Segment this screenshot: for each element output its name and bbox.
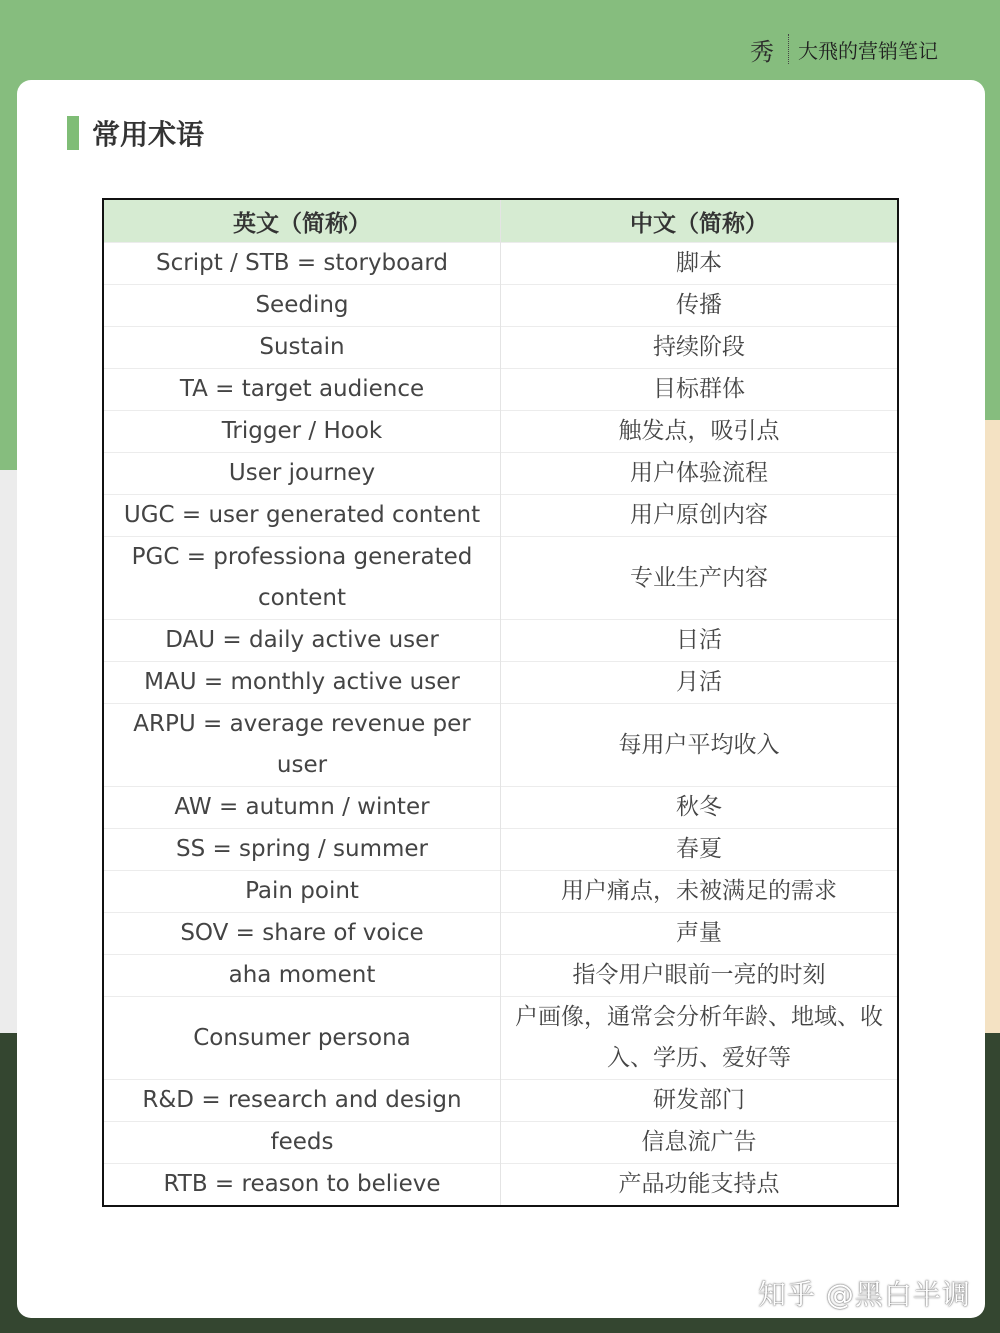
term-english: User journey — [103, 453, 501, 495]
term-english: MAU = monthly active user — [103, 662, 501, 704]
watermark: 知乎 @黑白半调 — [758, 1278, 971, 1311]
table-row — [103, 704, 898, 787]
brand-divider — [788, 34, 789, 64]
table-row — [103, 662, 898, 704]
table-row — [103, 997, 898, 1080]
term-chinese: 脚本 — [501, 243, 899, 285]
term-english: Trigger / Hook — [103, 411, 501, 453]
term-chinese: 日活 — [501, 620, 899, 662]
term-chinese: 产品功能支持点 — [501, 1164, 899, 1207]
term-chinese: 声量 — [501, 913, 899, 955]
term-chinese: 指令用户眼前一亮的时刻 — [501, 955, 899, 997]
brand-header — [750, 32, 938, 66]
term-english: SOV = share of voice — [103, 913, 501, 955]
table-header-row — [103, 199, 898, 243]
term-chinese: 目标群体 — [501, 369, 899, 411]
table-row — [103, 1122, 898, 1164]
title-accent-bar — [67, 116, 79, 150]
brand-name: 大飛的营销笔记 — [798, 38, 938, 63]
header-chinese: 中文（简称） — [501, 199, 899, 243]
table-row — [103, 787, 898, 829]
term-chinese: 触发点，吸引点 — [501, 411, 899, 453]
term-chinese: 每用户平均收入 — [501, 704, 899, 787]
table-body — [103, 243, 898, 1207]
table-row — [103, 411, 898, 453]
term-chinese: 用户痛点，未被满足的需求 — [501, 871, 899, 913]
table-row — [103, 620, 898, 662]
term-english: DAU = daily active user — [103, 620, 501, 662]
table-row — [103, 285, 898, 327]
term-chinese: 传播 — [501, 285, 899, 327]
term-english: Consumer persona — [103, 997, 501, 1080]
term-english: ARPU = average revenue per user — [103, 704, 501, 787]
term-english: feeds — [103, 1122, 501, 1164]
table-row — [103, 871, 898, 913]
term-english: Seeding — [103, 285, 501, 327]
term-english: Script / STB = storyboard — [103, 243, 501, 285]
term-chinese: 持续阶段 — [501, 327, 899, 369]
term-chinese: 信息流广告 — [501, 1122, 899, 1164]
term-english: PGC = professiona generated content — [103, 537, 501, 620]
table-row — [103, 955, 898, 997]
term-chinese: 用户原创内容 — [501, 495, 899, 537]
term-chinese: 户画像，通常会分析年龄、地域、收入、学历、爱好等 — [501, 997, 899, 1080]
table-row — [103, 913, 898, 955]
table-row — [103, 495, 898, 537]
table-row — [103, 537, 898, 620]
term-english: aha moment — [103, 955, 501, 997]
page-title: 常用术语 — [92, 118, 205, 151]
table-row — [103, 1080, 898, 1122]
term-english: AW = autumn / winter — [103, 787, 501, 829]
term-english: Sustain — [103, 327, 501, 369]
term-chinese: 用户体验流程 — [501, 453, 899, 495]
glossary-table — [102, 198, 899, 1207]
term-chinese: 春夏 — [501, 829, 899, 871]
term-english: Pain point — [103, 871, 501, 913]
term-english: SS = spring / summer — [103, 829, 501, 871]
term-chinese: 月活 — [501, 662, 899, 704]
glossary-table-container — [102, 198, 899, 1207]
table-row — [103, 327, 898, 369]
term-english: R&D = research and design — [103, 1080, 501, 1122]
term-chinese: 专业生产内容 — [501, 537, 899, 620]
content-card — [17, 80, 985, 1318]
term-english: UGC = user generated content — [103, 495, 501, 537]
header-english: 英文（简称） — [103, 199, 501, 243]
table-row — [103, 829, 898, 871]
table-row — [103, 453, 898, 495]
term-chinese: 研发部门 — [501, 1080, 899, 1122]
term-english: TA = target audience — [103, 369, 501, 411]
term-english: RTB = reason to believe — [103, 1164, 501, 1207]
term-chinese: 秋冬 — [501, 787, 899, 829]
table-row — [103, 243, 898, 285]
table-row — [103, 1164, 898, 1207]
brand-logo: 秀 — [750, 37, 774, 66]
table-row — [103, 369, 898, 411]
